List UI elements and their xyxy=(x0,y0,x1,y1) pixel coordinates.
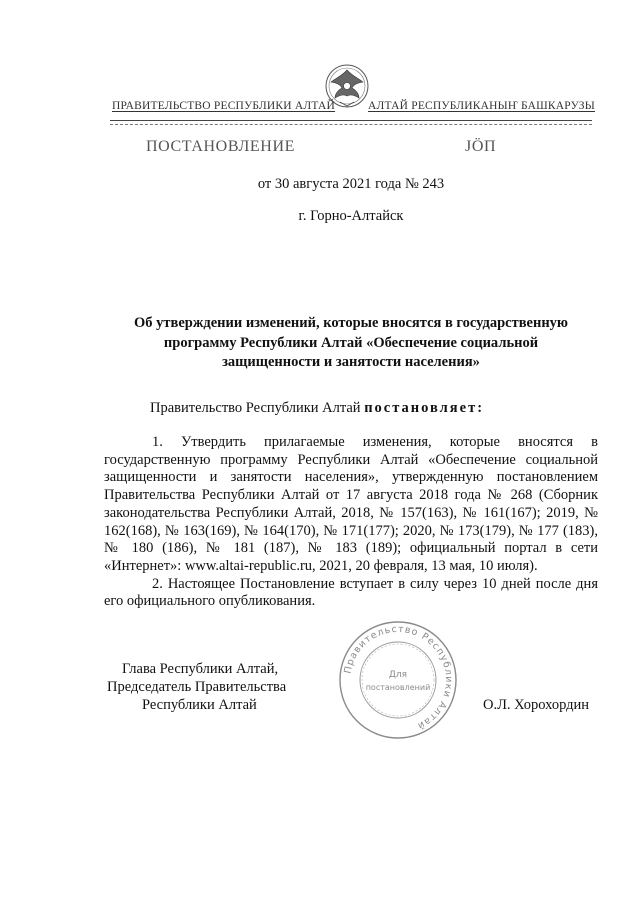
header-right-title: АЛТАЙ РЕСПУБЛИКАНЫҤ БАШКАРУЗЫ xyxy=(368,100,595,112)
stamp-ring-text: Правительство Республики Алтай xyxy=(342,623,455,732)
decree-word: постановляет: xyxy=(364,400,485,416)
paragraph-1: 1. Утвердить прилагаемые изменения, которые вносятся в государственную программу Республики Алтай «Обеспечение социальной защищенности и занятости населения», утвержденную постановлением Правительства Республики Алтай от 17 августа 2018 года № 268 (Сборник законодательства Республики Алтай, 2018, № 157(163), № 161(167); 2019, № 162(168), № 163(169), № 164(170), № 171(177); 2020, № 173(179), № 177 (183), № 180 (186), № 181 (187), № 183 (189); официальный портал в сети «Интернет»: www.altai-republic.ru, 2021, 20 февраля, 13 мая, 10 июля). xyxy=(104,434,598,574)
document-body xyxy=(104,434,598,611)
signature-title-line: Председатель Правительства xyxy=(107,679,287,695)
doc-type-left: ПОСТАНОВЛЕНИЕ xyxy=(146,138,295,155)
signature-title-line: Республики Алтай xyxy=(142,697,257,713)
signature-title-line: Глава Республики Алтай, xyxy=(122,661,279,677)
official-stamp xyxy=(337,619,459,741)
title-line: Об утверждении изменений, которые вносятся в государственную xyxy=(133,315,569,331)
doc-type-right: JÖП xyxy=(465,138,497,155)
title-line: защищенности и занятости населения» xyxy=(222,354,480,370)
header-left-title: ПРАВИТЕЛЬСТВО РЕСПУБЛИКИ АЛТАЙ xyxy=(112,100,336,112)
date-line: от 30 августа 2021 года № 243 xyxy=(257,176,445,192)
stamp-center-line2: постановлений xyxy=(365,683,431,692)
paragraph-2: 2. Настоящее Постановление вступает в силу через 10 дней после дня его официального опубликования. xyxy=(104,575,598,610)
decree-lead: Правительство Республики Алтай xyxy=(150,400,361,416)
stamp-center-line1: Для xyxy=(388,670,408,680)
signatory-name: О.Л. Хорохордин xyxy=(483,697,590,713)
header-rule-dashed xyxy=(110,124,592,125)
city-line: г. Горно-Алтайск xyxy=(298,208,404,224)
document-title xyxy=(104,314,598,373)
title-line: программу Республики Алтай «Обеспечение социальной xyxy=(163,334,539,351)
decree-line xyxy=(150,400,484,417)
header-rule xyxy=(110,120,592,121)
